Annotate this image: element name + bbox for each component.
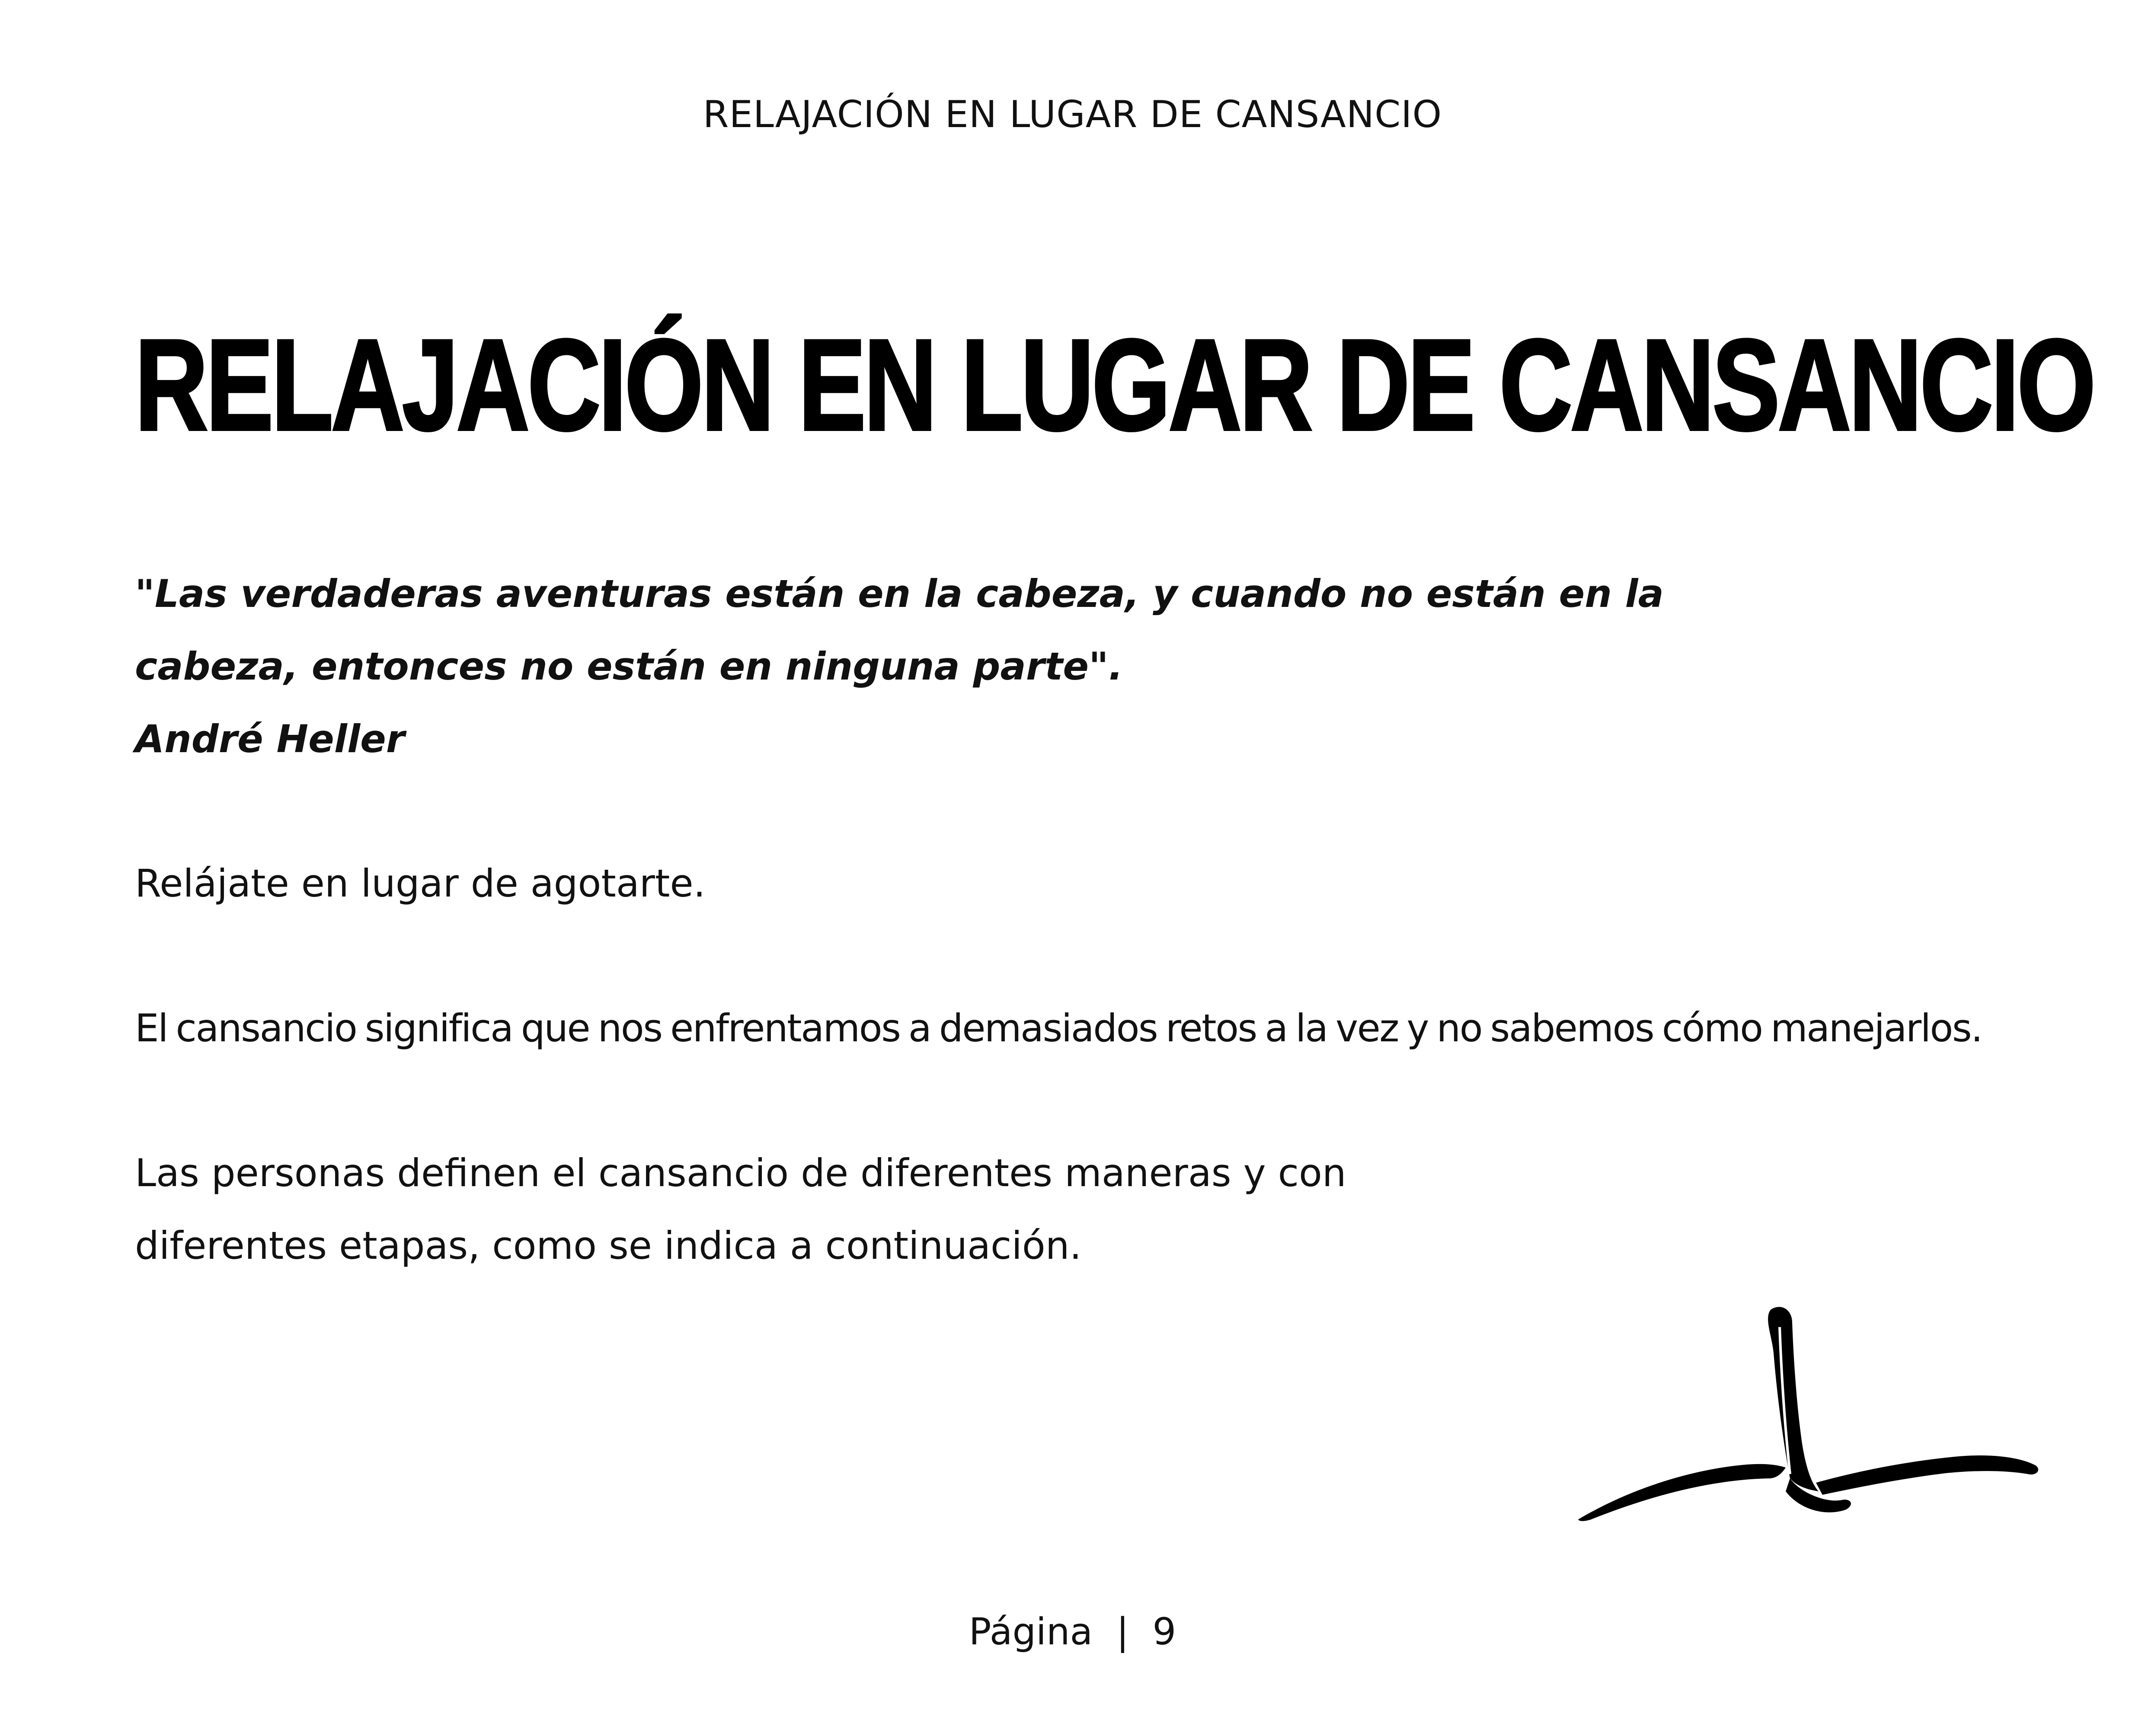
page-title: RELAJACIÓN EN LUGAR DE CANSANCIO	[135, 312, 2094, 457]
page-number: 9	[1152, 1610, 1176, 1653]
page-footer	[0, 1610, 2145, 1653]
running-header: RELAJACIÓN EN LUGAR DE CANSANCIO	[703, 93, 1442, 136]
paragraph-1: Relájate en lugar de agotarte.	[135, 861, 706, 906]
quote-line-1: "Las verdaderas aventuras están en la cabeza, y cuando no están en la	[135, 571, 1664, 616]
page-separator: |	[1116, 1610, 1129, 1653]
quote-author: André Heller	[135, 717, 405, 761]
handwritten-signature-icon	[1574, 1301, 2041, 1543]
quote-line-2: cabeza, entonces no están en ninguna parte".	[135, 644, 1123, 689]
page-label: Página	[969, 1610, 1093, 1653]
epigraph-quote	[135, 558, 1691, 775]
paragraph-3-line-2: diferentes etapas, como se indica a continuación.	[135, 1223, 1082, 1268]
paragraph-2: El cansancio significa que nos enfrentamos a demasiados retos a la vez y no sabemos cómo manejarlos.	[135, 1006, 1982, 1050]
paragraph-3	[135, 1137, 1346, 1282]
paragraph-3-line-1: Las personas definen el cansancio de diferentes maneras y con	[135, 1151, 1346, 1195]
